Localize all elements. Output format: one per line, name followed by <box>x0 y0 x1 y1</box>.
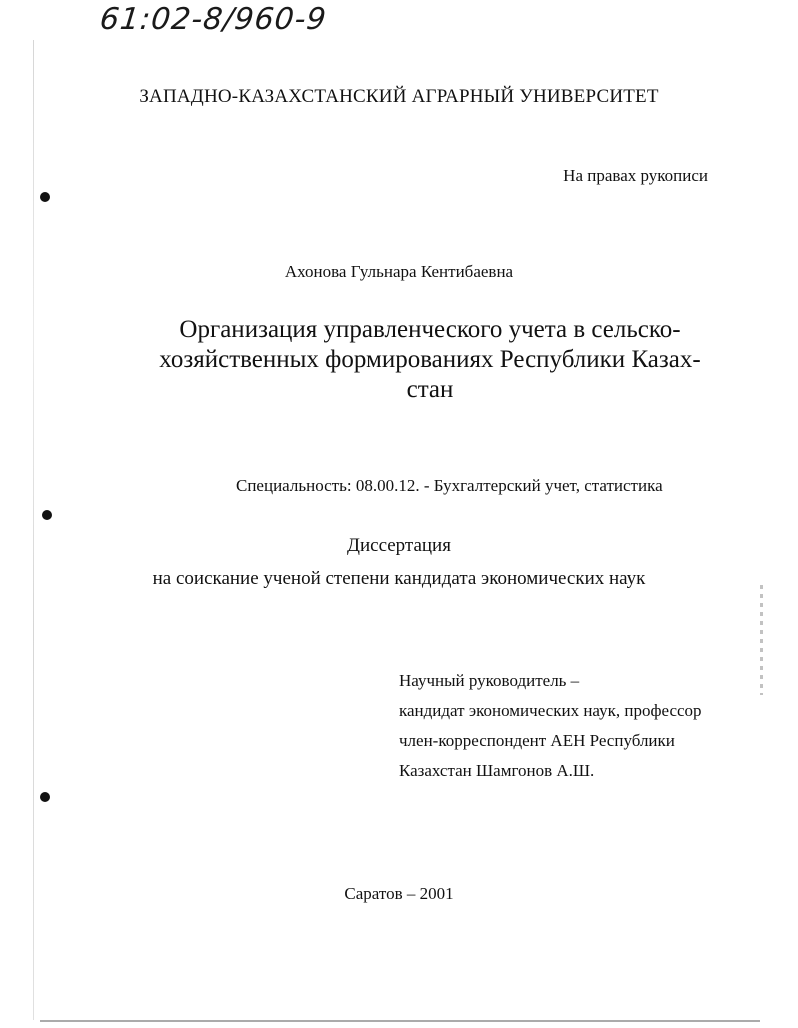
dissertation-title <box>140 315 720 405</box>
supervisor-line: кандидат экономических наук, профессор <box>399 701 702 720</box>
supervisor-line: Научный руководитель – <box>399 671 580 690</box>
city-and-year: Саратов – 2001 <box>344 884 454 903</box>
supervisor-line: член-корреспондент АЕН Республики <box>399 731 675 750</box>
binding-hole-mark <box>40 792 50 802</box>
scan-right-marks <box>760 585 763 695</box>
dissertation-purpose: на соискание ученой степени кандидата экономических наук <box>152 568 646 589</box>
supervisor-line: Казахстан Шамгонов А.Ш. <box>399 761 595 780</box>
title-line: хозяйственных формированиях Республики Казах- <box>159 346 701 373</box>
scan-left-edge <box>33 40 34 1020</box>
title-line: Организация управленческого учета в сельско- <box>179 316 681 343</box>
handwritten-catalog-code: 61:02-8/960-9 <box>98 2 329 37</box>
specialty-line: Специальность: 08.00.12. - Бухгалтерский учет, статистика <box>236 476 663 495</box>
title-line: стан <box>406 376 454 403</box>
university-name: ЗАПАДНО-КАЗАХСТАНСКИЙ АГРАРНЫЙ УНИВЕРСИТЕТ <box>139 86 659 107</box>
author-name: Ахонова Гульнара Кентибаевна <box>284 262 514 281</box>
scan-bottom-edge <box>40 1020 760 1022</box>
manuscript-rights-note: На правах рукописи <box>563 166 708 185</box>
binding-hole-mark <box>42 510 52 520</box>
binding-hole-mark <box>40 192 50 202</box>
supervisor-block <box>399 666 702 786</box>
dissertation-type: Диссертация <box>347 535 451 556</box>
